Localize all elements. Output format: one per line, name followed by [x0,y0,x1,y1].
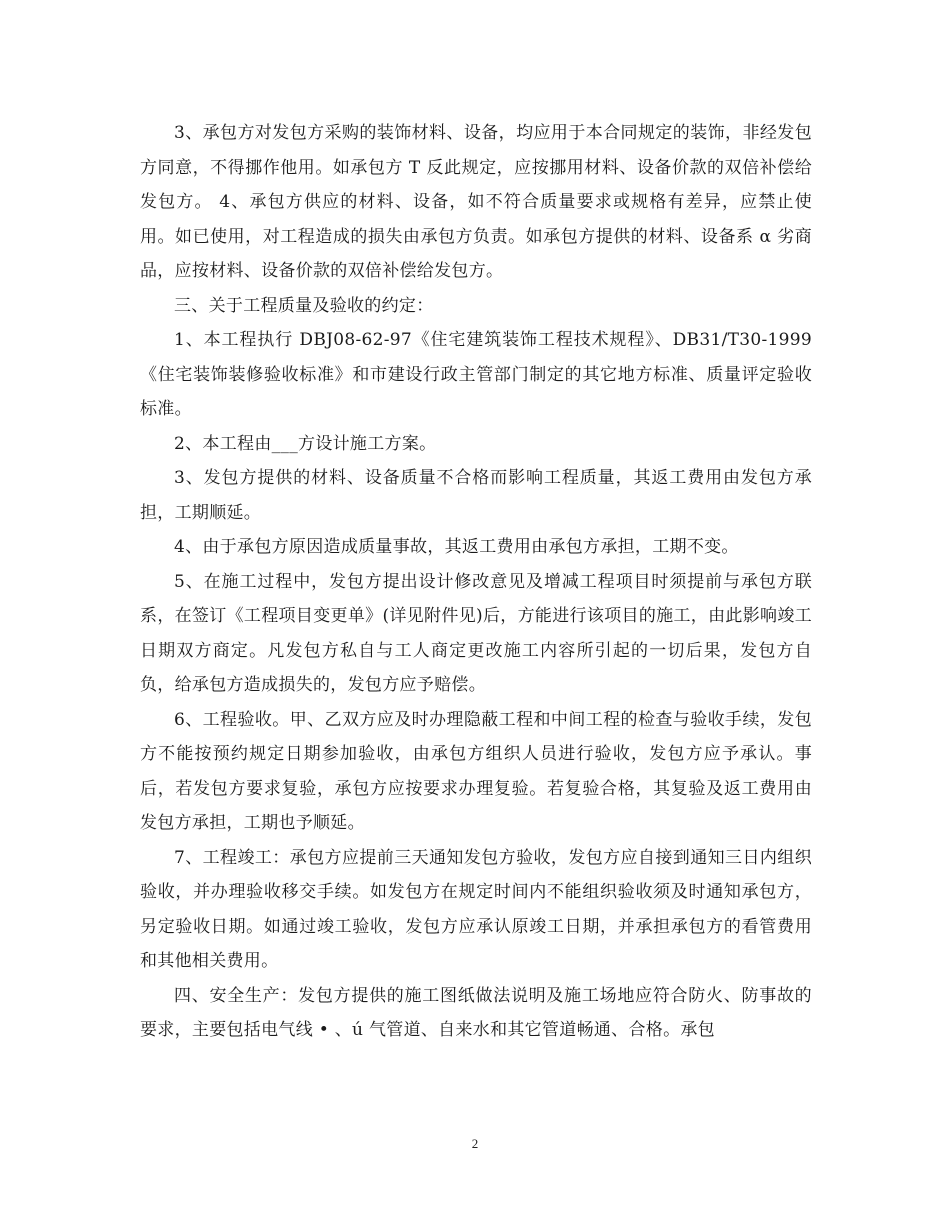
paragraph-design-changes: 5、在施工过程中，发包方提出设计修改意见及增减工程项目时须提前与承包方联系，在签订《工程项目变更单》(详见附件见)后，方能进行该项目的施工，由此影响竣工日期双方商定。凡发包方私自与工人商定更改施工内容所引起的一切后果，发包方自负，给承包方造成损失的，发包方应予赔偿。 [140,571,812,695]
paragraph-standards: 1、本工程执行 DBJ08-62-97《住宅建筑装饰工程技术规程》、DB31/T30-1999《住宅装饰装修验收标准》和市建设行政主管部门制定的其它地方标准、质量评定验收标准。 [140,330,812,419]
page-number: 2 [471,1136,479,1151]
section-heading-quality: 三、关于工程质量及验收的约定： [174,295,434,316]
paragraph-inspection: 6、工程验收。甲、乙双方应及时办理隐蔽工程和中间工程的检查与验收手续，发包方不能按预约规定日期参加验收，由承包方组织人员进行验收，发包方应予承认。事后，若发包方要求复验，承包方应按要求办理复验。若复验合格，其复验及返工费用由发包方承担，工期也予顺延。 [140,709,812,833]
paragraph-client-materials: 3、发包方提供的材料、设备质量不合格而影响工程质量，其返工费用由发包方承担，工期顺延。 [140,468,812,523]
document-body [140,116,812,1048]
paragraph-design-party: 2、本工程由___方设计施工方案。 [174,433,437,454]
paragraph-completion: 7、工程竣工：承包方应提前三天通知发包方验收，发包方应自接到通知三日内组织验收，并办理验收移交手续。如发包方在规定时间内不能组织验收须及时通知承包方，另定验收日期。如通过竣工验收，发包方应承认原竣工日期，并承担承包方的看管费用和其他相关费用。 [140,847,812,971]
paragraph-materials-clause: 3、承包方对发包方采购的装饰材料、设备，均应用于本合同规定的装饰，非经发包方同意，不得挪作他用。如承包方 T 反此规定，应按挪用材料、设备价款的双倍补偿给发包方。 4、承包方供应的材料、设备，如不符合质量要求或规格有差异，应禁止使用。如已使用，对工程造成的损失由承包方负责。如承包方提供的材料、设备系 α 劣商品，应按材料、设备价款的双倍补偿给发包方。 [140,123,812,281]
paragraph-safety: 四、安全生产：发包方提供的施工图纸做法说明及施工场地应符合防火、防事故的要求，主要包括电气线 • 、ú 气管道、自来水和其它管道畅通、合格。承包 [140,985,812,1040]
paragraph-contractor-accident: 4、由于承包方原因造成质量事故，其返工费用由承包方承担，工期不变。 [174,537,739,557]
